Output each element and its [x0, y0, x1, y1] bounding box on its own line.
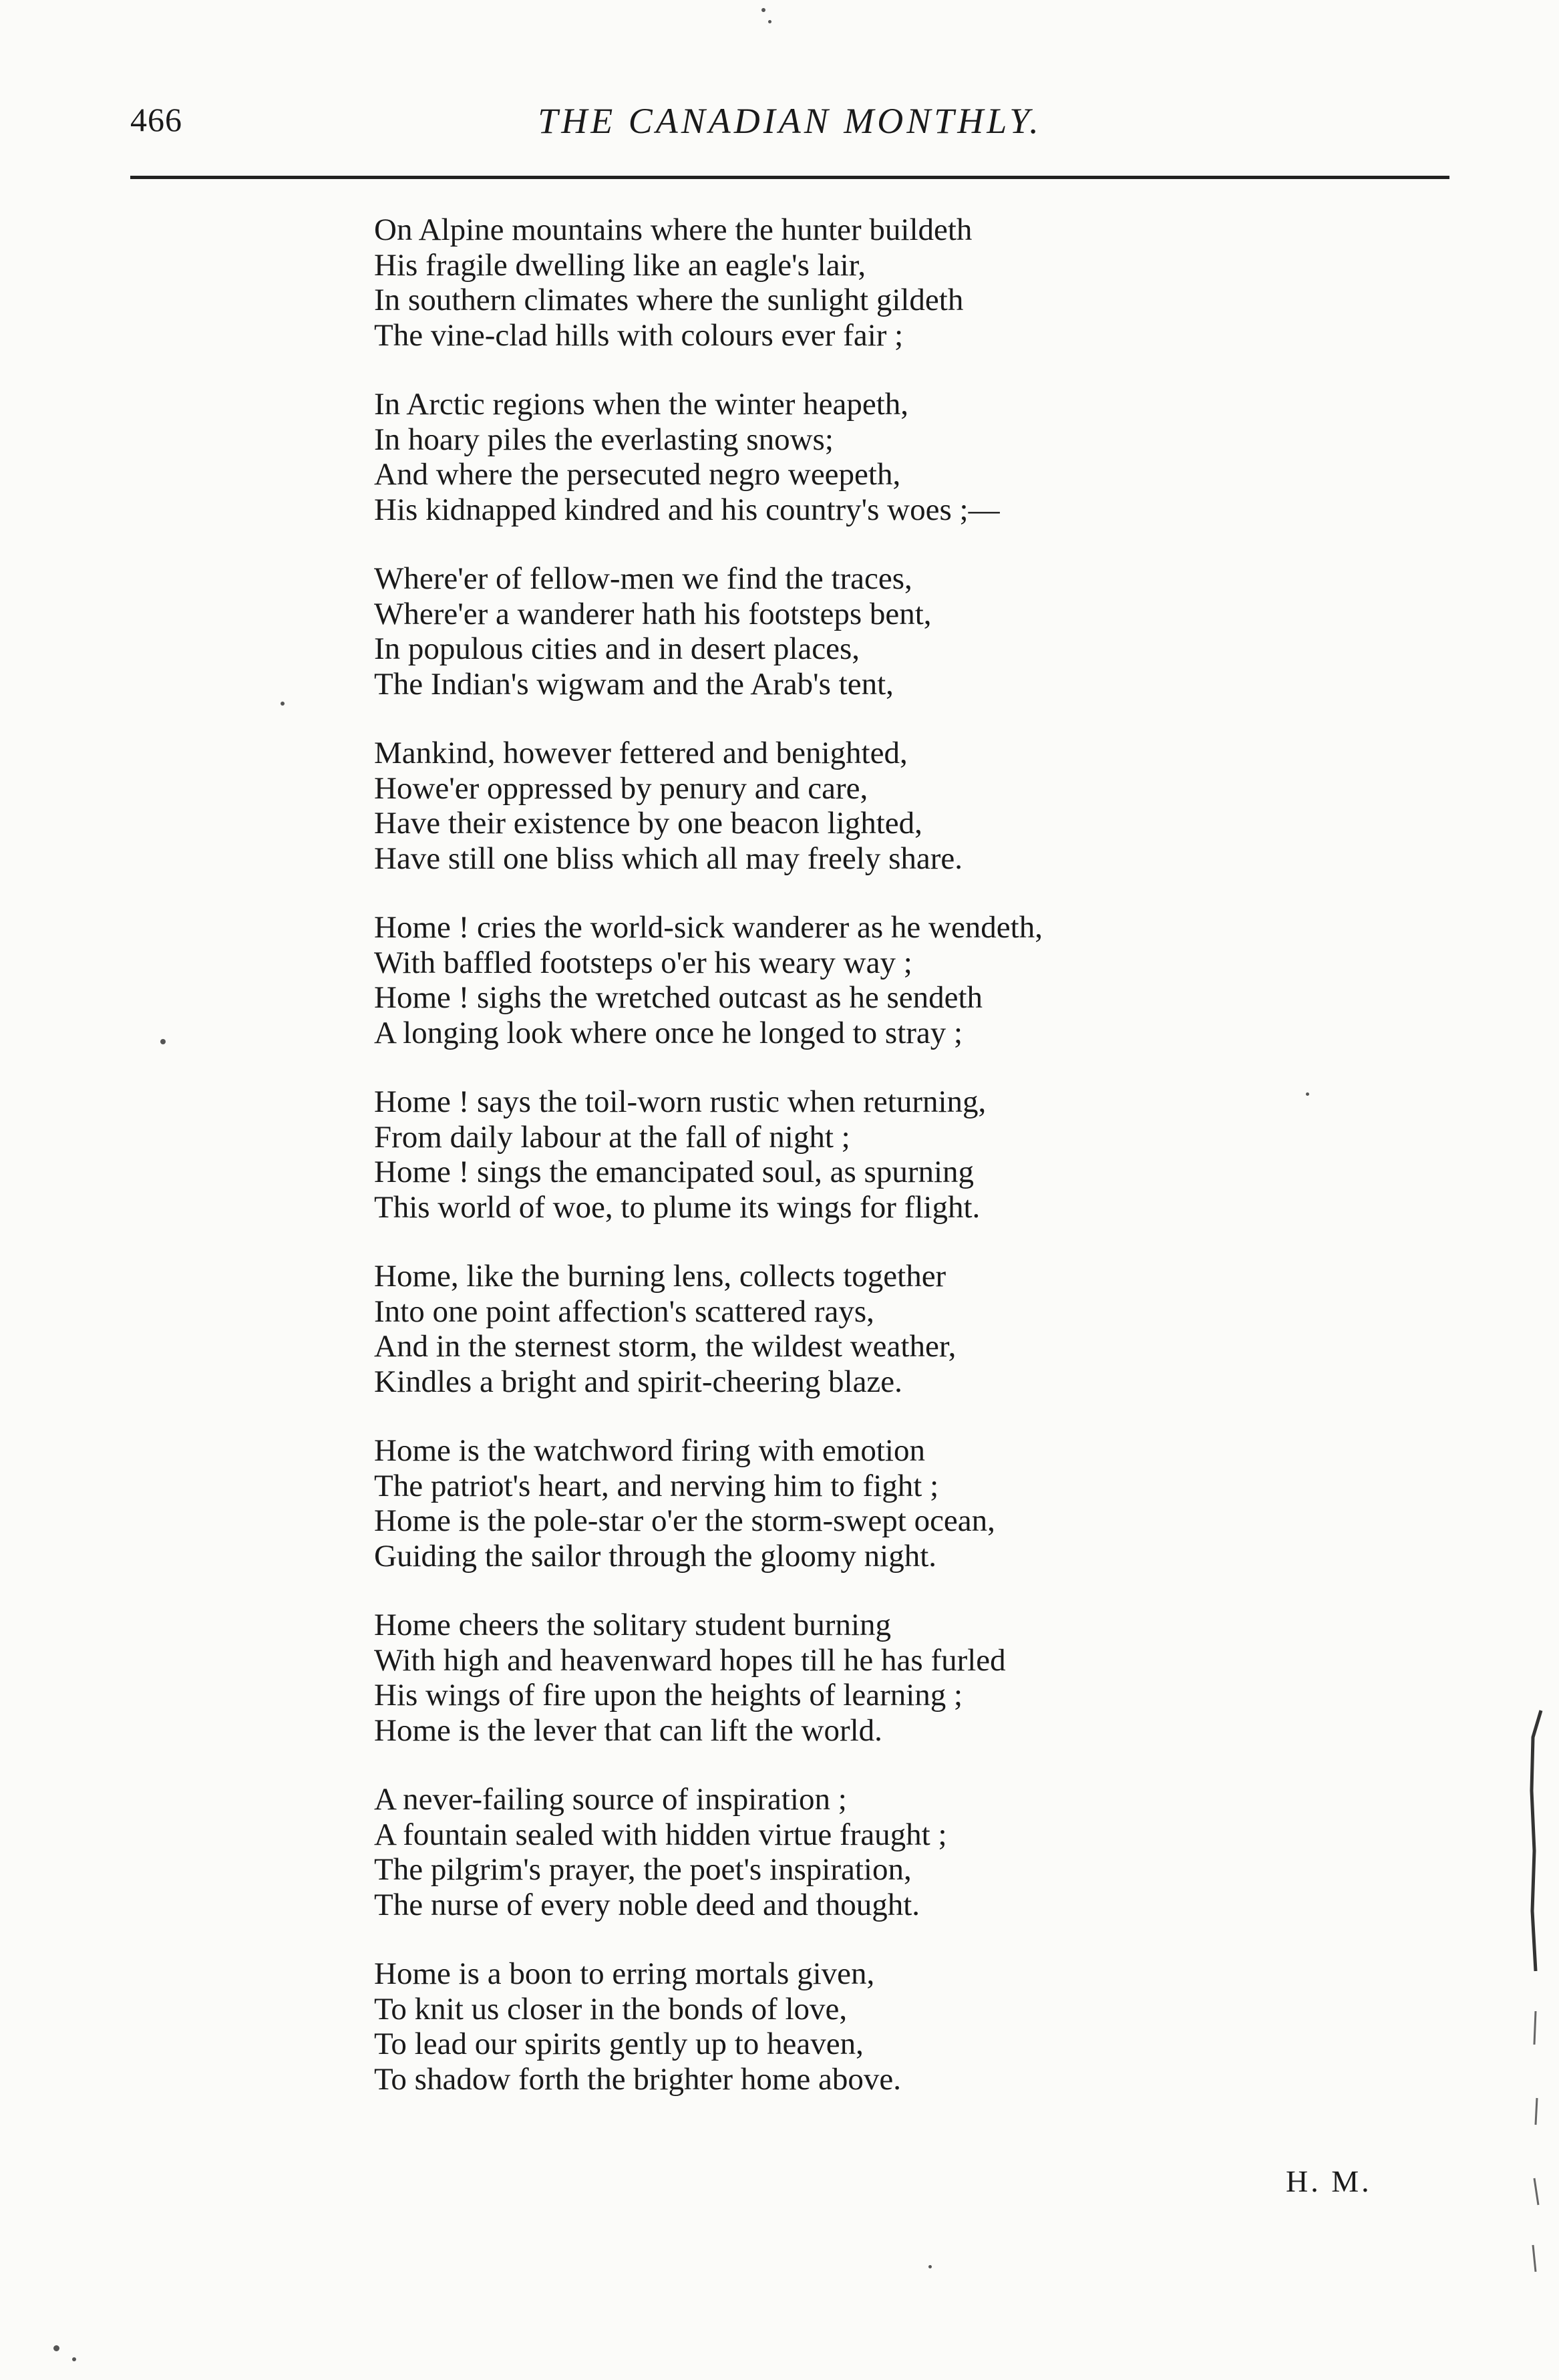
scan-speck — [281, 702, 285, 706]
poem-line: Mankind, however fettered and benighted, — [374, 736, 908, 770]
poem-line: The patriot's heart, and nerving him to fight ; — [374, 1468, 939, 1503]
poem-line: To shadow forth the brighter home above. — [374, 2061, 901, 2097]
running-title: THE CANADIAN MONTHLY. — [538, 101, 1042, 141]
poem-line: To lead our spirits gently up to heaven, — [374, 2027, 864, 2061]
stanza — [374, 387, 1376, 527]
page-header — [130, 87, 1449, 160]
header-rule — [130, 176, 1449, 179]
poem-line: Home ! says the toil-worn rustic when returning, — [374, 1084, 987, 1119]
poem-line: Home is the watchword firing with emotion — [374, 1433, 925, 1468]
poem-line: Where'er of fellow-men we find the traces, — [374, 561, 912, 596]
poem-line: Where'er a wanderer hath his footsteps bent, — [374, 596, 932, 631]
poem-line: Home, like the burning lens, collects together — [374, 1259, 946, 1294]
poem-line: The vine-clad hills with colours ever fair ; — [374, 317, 904, 353]
stanza — [374, 1956, 1376, 2097]
poem-line: This world of woe, to plume its wings for flight. — [374, 1189, 981, 1225]
poem-line: Have their existence by one beacon lighted, — [374, 806, 922, 841]
stanza — [374, 910, 1376, 1050]
scan-speck — [72, 2357, 76, 2361]
scan-speck — [761, 8, 765, 12]
stanza — [374, 1259, 1376, 1399]
poem-line: A fountain sealed with hidden virtue fraught ; — [374, 1817, 947, 1852]
poem-line: A never-failing source of inspiration ; — [374, 1782, 847, 1817]
poem-line: In Arctic regions when the winter heapeth, — [374, 387, 909, 422]
stanza — [374, 1608, 1376, 1748]
poem-line: In populous cities and in desert places, — [374, 631, 860, 666]
page-number: 466 — [130, 101, 182, 138]
stanza — [374, 736, 1376, 876]
poem-line: In southern climates where the sunlight gildeth — [374, 283, 964, 317]
poem-line: With baffled footsteps o'er his weary way ; — [374, 945, 912, 980]
stanza — [374, 561, 1376, 702]
stanza — [374, 1782, 1376, 1922]
poem-line: And where the persecuted negro weepeth, — [374, 457, 901, 492]
poem-line: Home is the lever that can lift the world. — [374, 1713, 882, 1748]
scan-speck — [160, 1039, 166, 1044]
poem-line: His wings of fire upon the heights of learning ; — [374, 1678, 963, 1713]
poem-line: Guiding the sailor through the gloomy night. — [374, 1538, 937, 1574]
signature: H. M. — [1286, 2164, 1372, 2198]
poem-line: Home is a boon to erring mortals given, — [374, 1956, 875, 1991]
poem-line: His fragile dwelling like an eagle's lair, — [374, 247, 866, 283]
poem-line: And in the sternest storm, the wildest weather, — [374, 1329, 957, 1364]
poem-line: The Indian's wigwam and the Arab's tent, — [374, 666, 894, 702]
scan-edge-shadow — [1526, 1697, 1546, 2298]
poem-line: With high and heavenward hopes till he has furled — [374, 1642, 1006, 1678]
poem-line: Home cheers the solitary student burning — [374, 1608, 892, 1642]
stanza — [374, 1433, 1376, 1574]
poem-line: Home ! cries the world-sick wanderer as he wendeth, — [374, 910, 1043, 945]
poem-line: Howe'er oppressed by penury and care, — [374, 770, 868, 806]
scan-speck — [768, 20, 771, 23]
poem-line: Home ! sighs the wretched outcast as he sendeth — [374, 980, 983, 1015]
scan-speck — [928, 2265, 932, 2268]
poem-line: In hoary piles the everlasting snows; — [374, 422, 834, 457]
poem-line: The pilgrim's prayer, the poet's inspiration, — [374, 1852, 912, 1887]
poem-line: Have still one bliss which all may freely share. — [374, 841, 963, 876]
scan-speck — [1306, 1092, 1309, 1096]
poem — [374, 212, 1376, 2131]
poem-line: The nurse of every noble deed and thought. — [374, 1887, 920, 1922]
poem-line: A longing look where once he longed to stray ; — [374, 1015, 963, 1050]
stanza — [374, 1084, 1376, 1225]
poem-line: From daily labour at the fall of night ; — [374, 1119, 850, 1155]
poem-line: On Alpine mountains where the hunter buildeth — [374, 212, 973, 247]
scan-speck — [53, 2345, 59, 2351]
poem-line: Home is the pole-star o'er the storm-swept ocean, — [374, 1503, 995, 1538]
poem-line: His kidnapped kindred and his country's woes ;— — [374, 492, 1000, 527]
poem-line: Kindles a bright and spirit-cheering blaze. — [374, 1364, 902, 1399]
poem-line: Into one point affection's scattered rays, — [374, 1294, 874, 1329]
poem-line: Home ! sings the emancipated soul, as spurning — [374, 1155, 975, 1189]
poem-line: To knit us closer in the bonds of love, — [374, 1991, 848, 2027]
stanza — [374, 212, 1376, 353]
